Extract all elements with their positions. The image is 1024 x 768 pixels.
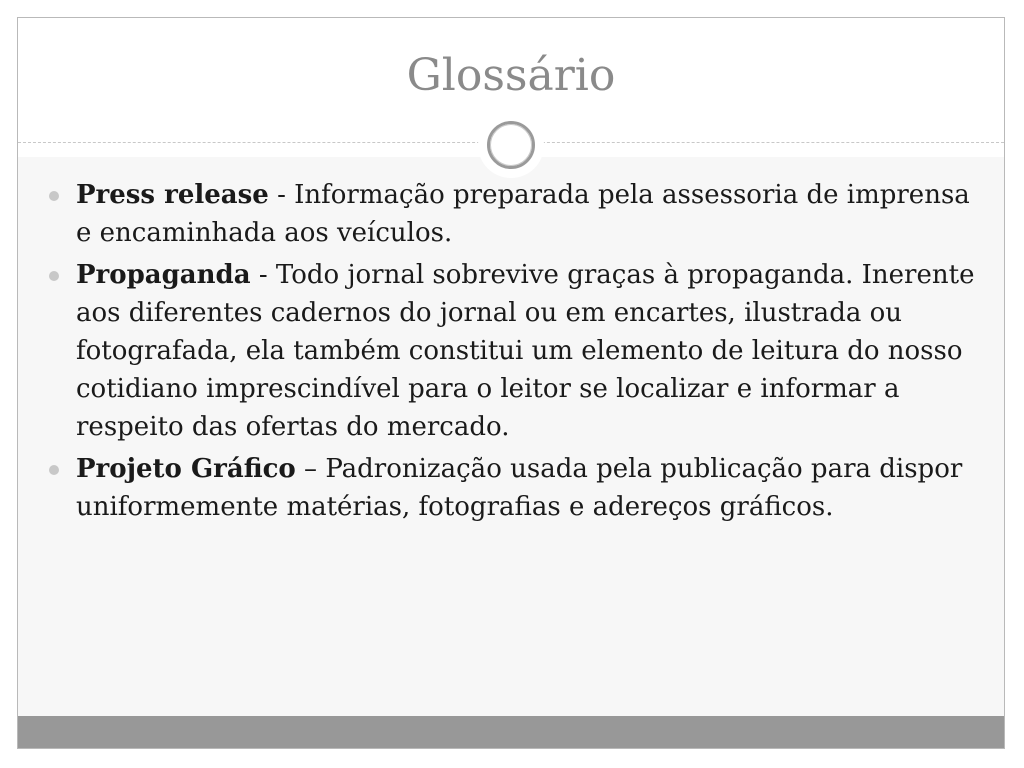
footer-bar	[18, 716, 1004, 749]
glossary-item-projeto-grafico	[76, 450, 986, 526]
slide-title: Glossário	[406, 50, 616, 101]
glossary-separator: –	[295, 454, 326, 484]
glossary-term: Propaganda	[76, 260, 251, 290]
glossary-definition: Todo jornal sobrevive graças à propaganda. Inerente aos diferentes cadernos do jornal ou em encartes, ilustrada ou fotografada, ela também constitui um elemento de leitura do nosso cotidiano imprescindível para o leitor se localizar e informar a respeito das ofertas do mercado.	[76, 260, 975, 442]
bullet-dot-icon	[49, 191, 59, 201]
bullet-dot-icon	[49, 271, 59, 281]
slide	[17, 17, 1005, 749]
ring-ornament-inner	[490, 124, 532, 166]
glossary-term: Press release	[76, 180, 269, 210]
glossary-list	[76, 176, 986, 530]
glossary-term: Projeto Gráfico	[76, 454, 296, 484]
glossary-definition: Informação preparada pela assessoria de imprensa e encaminhada aos veículos.	[76, 180, 970, 248]
glossary-item-press-release	[76, 176, 986, 252]
glossary-definition: Padronização usada pela publicação para dispor uniformemente matérias, fotografias e adereços gráficos.	[76, 454, 963, 522]
glossary-separator: -	[250, 260, 276, 290]
bullet-dot-icon	[49, 465, 59, 475]
glossary-separator: -	[268, 180, 295, 210]
glossary-item-propaganda	[76, 256, 986, 446]
